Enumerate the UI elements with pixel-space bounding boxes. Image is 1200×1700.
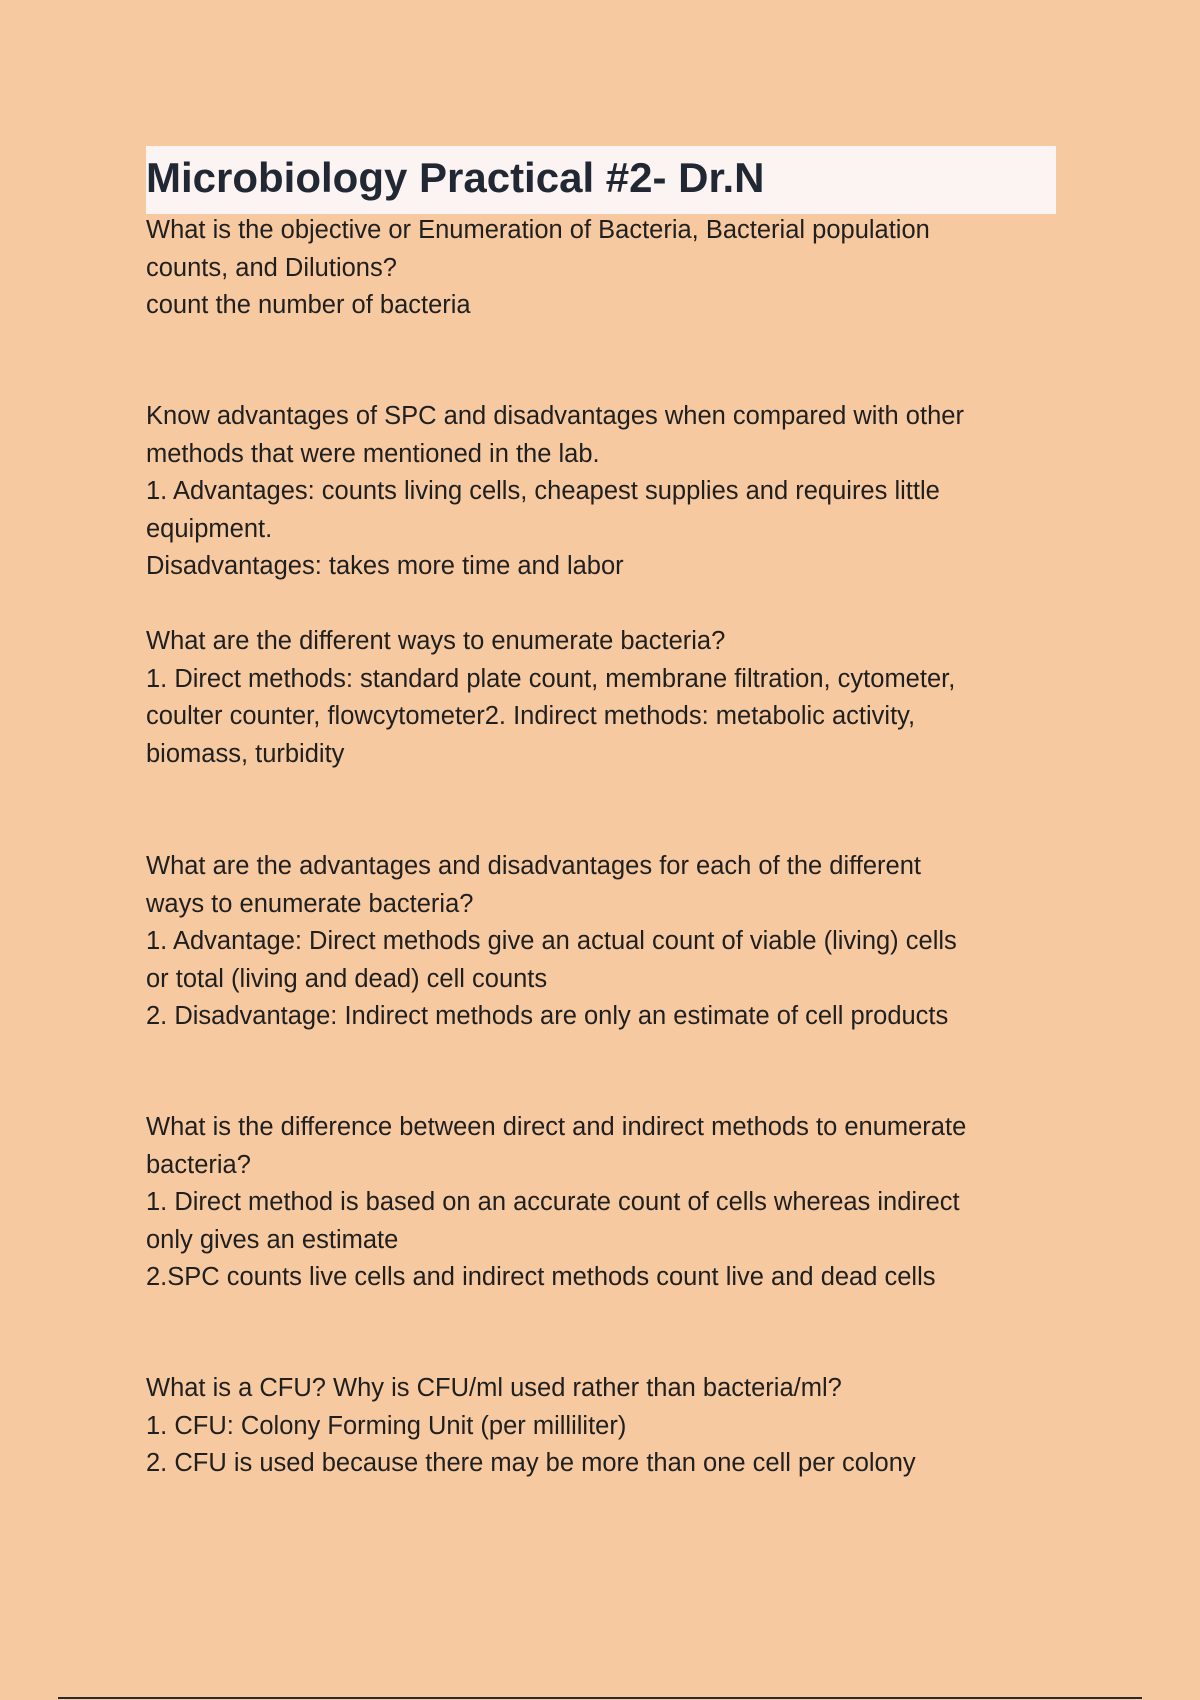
question-line: What is the objective or Enumeration of Bacteria, Bacterial population	[146, 216, 930, 244]
answer-line: 1. Direct method is based on an accurate count of cells whereas indirect	[146, 1188, 960, 1216]
answer-line: 1. Advantage: Direct methods give an actual count of viable (living) cells	[146, 927, 957, 955]
title-highlight	[146, 146, 1056, 214]
answer-line: biomass, turbidity	[146, 739, 345, 768]
qa-section-spc-advantages	[146, 398, 1066, 586]
answer-line: 1. CFU: Colony Forming Unit (per milliliter)	[146, 1411, 627, 1440]
qa-section-advantages-disadvantages	[146, 848, 1066, 1036]
page-title: Microbiology Practical #2- Dr.N	[146, 154, 765, 201]
qa-section-objective	[146, 212, 1066, 325]
answer-line: Disadvantages: takes more time and labor	[146, 552, 624, 580]
qa-section-cfu	[146, 1370, 1066, 1483]
answer-line: only gives an estimate	[146, 1225, 399, 1254]
answer-line: 2. CFU is used because there may be more than one cell per colony	[146, 1449, 916, 1477]
answer-line: 2.SPC counts live cells and indirect methods count live and dead cells	[146, 1263, 936, 1291]
qa-section-ways-to-enumerate	[146, 623, 1066, 773]
question-line: counts, and Dilutions?	[146, 253, 397, 282]
bottom-divider	[58, 1697, 1142, 1699]
answer-line: 1. Advantages: counts living cells, cheapest supplies and requires little	[146, 477, 940, 505]
question-line: ways to enumerate bacteria?	[146, 889, 474, 918]
question-line: methods that were mentioned in the lab.	[146, 439, 600, 468]
question-line: What is the difference between direct and indirect methods to enumerate	[146, 1113, 967, 1141]
question-line: What are the advantages and disadvantages for each of the different	[146, 852, 921, 880]
qa-section-direct-vs-indirect	[146, 1109, 1066, 1297]
answer-line: count the number of bacteria	[146, 291, 471, 319]
question-line: What is a CFU? Why is CFU/ml used rather than bacteria/ml?	[146, 1374, 842, 1402]
answer-line: equipment.	[146, 514, 273, 543]
answer-line: coulter counter, flowcytometer2. Indirect methods: metabolic activity,	[146, 702, 916, 730]
answer-line: 2. Disadvantage: Indirect methods are only an estimate of cell products	[146, 1002, 949, 1030]
question-line: bacteria?	[146, 1150, 251, 1179]
question-line: What are the different ways to enumerate bacteria?	[146, 627, 726, 655]
question-line: Know advantages of SPC and disadvantages when compared with other	[146, 402, 964, 430]
answer-line: or total (living and dead) cell counts	[146, 964, 548, 993]
answer-line: 1. Direct methods: standard plate count, membrane filtration, cytometer,	[146, 664, 956, 693]
